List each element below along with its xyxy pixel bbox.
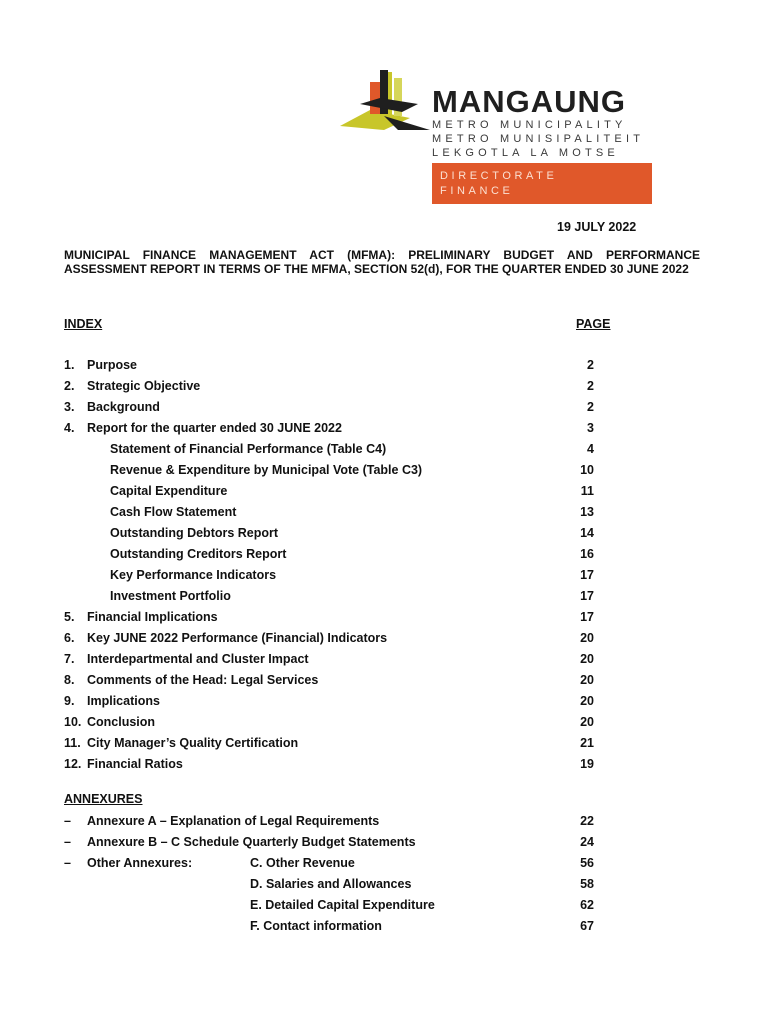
index-item-label: Financial Ratios (87, 757, 183, 771)
index-item-label: Key JUNE 2022 Performance (Financial) Indicators (87, 631, 388, 645)
annexure-page: 24 (580, 835, 594, 849)
index-item (0, 693, 770, 709)
index-item-page: 20 (580, 715, 594, 729)
index-item-page: 20 (580, 673, 594, 687)
index-item-page: 4 (587, 442, 594, 456)
index-item-label: Interdepartmental and Cluster Impact (87, 652, 309, 666)
index-item-number: 3. (64, 400, 75, 414)
index-item (0, 546, 770, 562)
index-item-page: 11 (580, 484, 594, 498)
annexure-page: 67 (580, 919, 594, 933)
annexure-sub-label: F. Contact information (250, 919, 382, 933)
index-item-page: 17 (580, 589, 594, 603)
index-item-label: Comments of the Head: Legal Services (87, 673, 319, 687)
index-item-page: 21 (580, 736, 594, 750)
index-item-page: 20 (580, 652, 594, 666)
directorate-label: DIRECTORATE (440, 170, 558, 182)
index-item (0, 420, 770, 436)
index-heading: INDEX (64, 317, 103, 331)
index-item-page: 10 (580, 463, 594, 477)
index-item-page: 20 (580, 694, 594, 708)
annexure-page: 56 (580, 856, 594, 870)
index-item-number: 8. (64, 673, 75, 687)
annexure-page: 58 (580, 877, 594, 891)
index-item-label: Investment Portfolio (110, 589, 231, 603)
index-item-number: 12. (64, 757, 82, 771)
directorate-name: FINANCE (440, 185, 514, 197)
annexure-dash: – (64, 856, 71, 870)
index-item (0, 735, 770, 751)
index-item-page: 20 (580, 631, 594, 645)
mangaung-emblem-icon (340, 68, 430, 130)
index-item-label: Purpose (87, 358, 138, 372)
index-item (0, 357, 770, 373)
annexure-sub-label: D. Salaries and Allowances (250, 877, 412, 891)
brand-name: MANGAUNG (432, 84, 626, 119)
page-heading: PAGE (576, 317, 611, 331)
index-item-page: 17 (580, 610, 594, 624)
index-item-label: Outstanding Debtors Report (110, 526, 279, 540)
index-item-page: 16 (580, 547, 594, 561)
index-item-page: 19 (580, 757, 594, 771)
index-item (0, 630, 770, 646)
index-item-number: 11. (64, 736, 81, 750)
index-item-number: 9. (64, 694, 75, 708)
index-item-number: 1. (64, 358, 75, 372)
index-item-number: 2. (64, 379, 75, 393)
index-item (0, 504, 770, 520)
annexure-dash: – (64, 814, 71, 828)
index-item-label: Report for the quarter ended 30 JUNE 2022 (87, 421, 342, 435)
index-item-label: Strategic Objective (87, 379, 201, 393)
index-item-label: Revenue & Expenditure by Municipal Vote (Table C3) (110, 463, 423, 477)
annexure-dash: – (64, 835, 71, 849)
index-item-page: 2 (587, 379, 594, 393)
mangaung-logo (340, 68, 650, 208)
annexure-sub-label: E. Detailed Capital Expenditure (250, 898, 435, 912)
brand-tagline-afrikaans: METRO MUNISIPALITEIT (432, 133, 645, 145)
annexure-page: 22 (580, 814, 594, 828)
index-item (0, 714, 770, 730)
annexures-heading: ANNEXURES (64, 792, 143, 806)
index-item-label: Conclusion (87, 715, 156, 729)
index-item-number: 5. (64, 610, 75, 624)
index-item (0, 378, 770, 394)
index-item (0, 399, 770, 415)
index-item-page: 13 (580, 505, 594, 519)
annexure-item (0, 813, 770, 829)
index-item-label: Statement of Financial Performance (Table C4) (110, 442, 387, 456)
annexure-item (0, 918, 770, 934)
annexure-item (0, 897, 770, 913)
index-item-label: Background (87, 400, 160, 414)
index-item (0, 651, 770, 667)
index-item (0, 567, 770, 583)
index-item (0, 588, 770, 604)
annexure-label: Annexure B – C Schedule Quarterly Budget Statements (87, 835, 416, 849)
index-item-page: 2 (587, 400, 594, 414)
index-item-label: Capital Expenditure (110, 484, 228, 498)
brand-tagline-sesotho: LEKGOTLA LA MOTSE (432, 147, 619, 159)
annexure-sub-label: C. Other Revenue (250, 856, 355, 870)
index-item-number: 6. (64, 631, 75, 645)
annexure-item (0, 834, 770, 850)
report-date: 19 JULY 2022 (557, 220, 637, 234)
index-item (0, 441, 770, 457)
report-title: MUNICIPAL FINANCE MANAGEMENT ACT (MFMA): PRELIMINARY BUDGET AND PERFORMANCE ASSESSMENT REPORT IN TERMS OF THE MFMA, SECTION 52(d), FOR THE QUARTER ENDED 30 JUNE 2022 (64, 248, 700, 276)
index-item-label: Outstanding Creditors Report (110, 547, 287, 561)
index-item-label: Cash Flow Statement (110, 505, 237, 519)
index-item-page: 14 (580, 526, 594, 540)
index-item (0, 672, 770, 688)
index-item-page: 3 (587, 421, 594, 435)
directorate-banner (432, 163, 652, 204)
annexure-item (0, 855, 770, 871)
index-item (0, 525, 770, 541)
index-item-page: 2 (587, 358, 594, 372)
index-item (0, 483, 770, 499)
annexure-page: 62 (580, 898, 594, 912)
index-item-number: 10. (64, 715, 82, 729)
index-item-label: Implications (87, 694, 160, 708)
index-item-label: Key Performance Indicators (110, 568, 277, 582)
index-item (0, 756, 770, 772)
index-item (0, 462, 770, 478)
brand-tagline-english: METRO MUNICIPALITY (432, 119, 627, 131)
index-item (0, 609, 770, 625)
annexure-label: Other Annexures: (87, 856, 193, 870)
index-item-number: 7. (64, 652, 75, 666)
annexure-label: Annexure A – Explanation of Legal Requirements (87, 814, 380, 828)
index-item-label: City Manager’s Quality Certification (87, 736, 299, 750)
index-item-page: 17 (580, 568, 594, 582)
index-item-label: Financial Implications (87, 610, 218, 624)
annexure-item (0, 876, 770, 892)
index-item-number: 4. (64, 421, 75, 435)
